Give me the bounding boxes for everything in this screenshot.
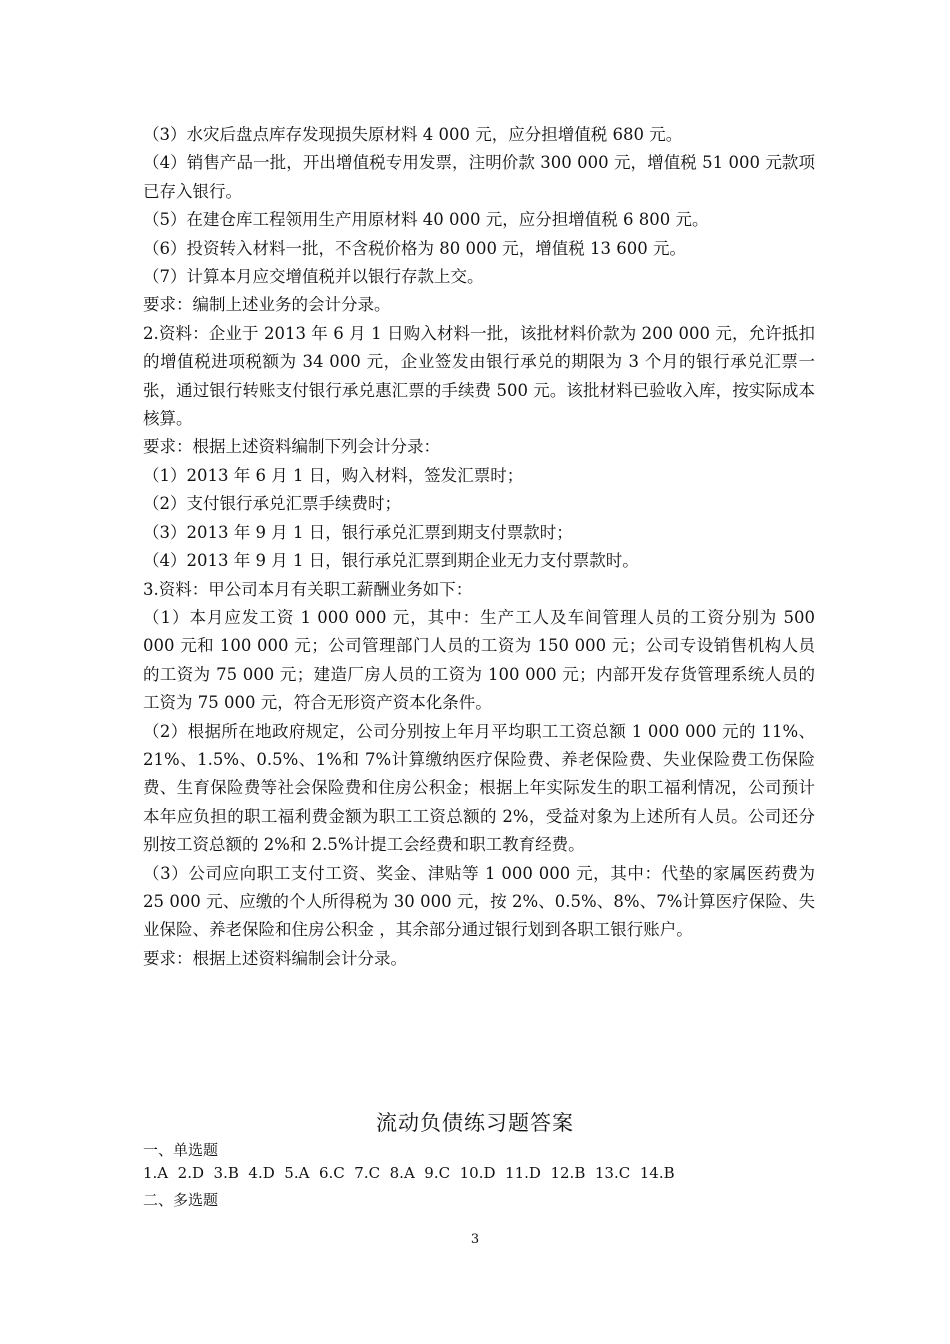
paragraph-q1-item5: （5）在建仓库工程领用生产用原材料 40 000 元，应分担增值税 6 800 元。	[143, 210, 709, 230]
paragraph-q2-material: 2.资料：企业于 2013 年 6 月 1 日购入材料一批，该批材料价款为 200 000 元，允许抵扣的增值税进项税额为 34 000 元，企业签发由银行承兑的期限为 3 个月的银行承兑汇票一张，通过银行转账支付银行承兑惠汇票的手续费 500 元。该批材料已验收入库，按实际成本核算。	[143, 323, 815, 429]
paragraph-q3-item1: （1）本月应发工资 1 000 000 元，其中：生产工人及车间管理人员的工资分别为 500 000 元和 100 000 元；公司管理部门人员的工资为 150 000 元；公司专设销售机构人员的工资为 75 000 元；建造厂房人员的工资为 100 000 元；内部开发存货管理系统人员的工资为 75 000 元，符合无形资产资本化条件。	[143, 607, 815, 713]
paragraph-q2-item3: （3）2013 年 9 月 1 日，银行承兑汇票到期支付票款时；	[143, 522, 573, 542]
paragraph-q2-requirement: 要求：根据上述资料编制下列会计分录：	[143, 437, 440, 457]
paragraph-q1-requirement: 要求：编制上述业务的会计分录。	[143, 295, 391, 315]
paragraph-q3-material: 3.资料：甲公司本月有关职工薪酬业务如下：	[143, 579, 473, 599]
paragraph-q1-item7: （7）计算本月应交增值税并以银行存款上交。	[143, 267, 484, 287]
paragraph-q2-item4: （4）2013 年 9 月 1 日，银行承兑汇票到期企业无力支付票款时。	[143, 551, 639, 571]
page-number: 3	[470, 1232, 480, 1247]
body-text	[143, 121, 815, 973]
paragraph-q2-item2: （2）支付银行承兑汇票手续费时；	[143, 494, 401, 514]
paragraph-q3-item2: （2）根据所在地政府规定，公司分别按上年月平均职工工资总额 1 000 000 元的 11%、21%、1.5%、0.5%、1%和 7%计算缴纳医疗保险费、养老保险费、失业保险费工伤保险费、生育保险费等社会保险费和住房公积金；根据上年实际发生的职工福利情况，公司预计本年应负担的职工福利费金额为职工工资总额的 2%，受益对象为上述所有人员。公司还分别按工资总额的 2%和 2.5%计提工会经费和职工教育经费。	[143, 721, 815, 855]
paragraph-q3-requirement: 要求：根据上述资料编制会计分录。	[143, 948, 407, 968]
paragraph-q2-item1: （1）2013 年 6 月 1 日，购入材料，签发汇票时；	[143, 465, 524, 485]
paragraph-q3-item3: （3）公司应向职工支付工资、奖金、津贴等 1 000 000 元，其中：代垫的家属医药费为 25 000 元、应缴的个人所得税为 30 000 元，按 2%、0.5%、8%、7%计算医疗保险、失业保险、养老保险和住房公积金 ，其余部分通过银行划到各职工银行账户。	[143, 863, 815, 940]
paragraph-q1-item3: （3）水灾后盘点库存发现损失原材料 4 000 元，应分担增值税 680 元。	[143, 125, 683, 144]
paragraph-q1-item4: （4）销售产品一批，开出增值税专用发票，注明价款 300 000 元，增值税 51 000 元款项已存入银行。	[143, 153, 815, 201]
paragraph-q1-item6: （6）投资转入材料一批，不含税价格为 80 000 元，增值税 13 600 元。	[143, 238, 686, 258]
section-multiple-choice-heading: 二、多选题	[143, 1191, 219, 1209]
single-choice-answers: 1.A 2.D 3.B 4.D 5.A 6.C 7.C 8.A 9.C 10.D 11.D 12.B 13.C 14.B	[143, 1164, 675, 1182]
answers-title: 流动负债练习题答案	[376, 1111, 574, 1135]
section-single-choice-heading: 一、单选题	[143, 1141, 219, 1159]
